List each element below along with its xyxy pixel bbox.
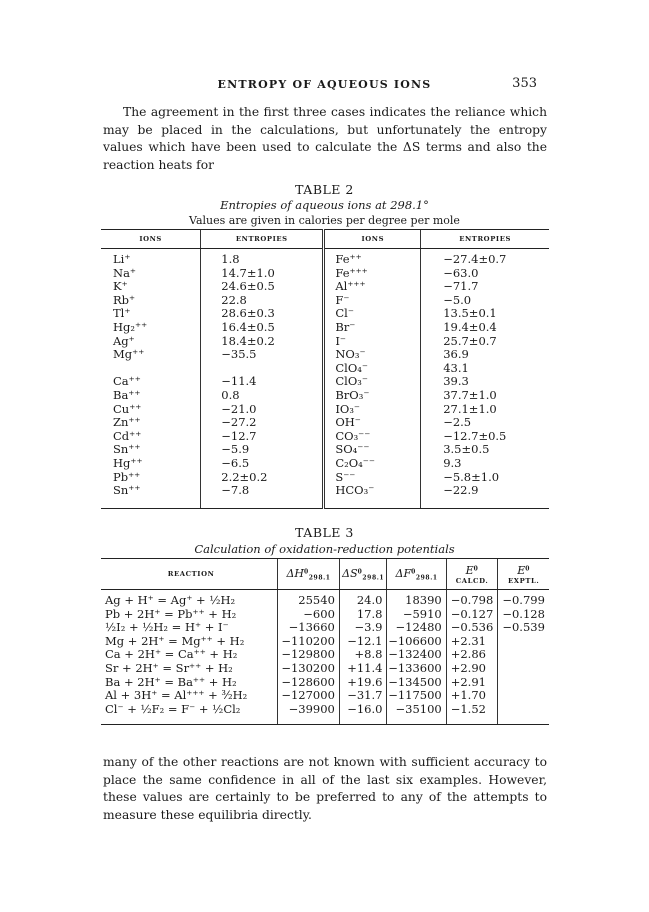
table2-cell-ion-2: HCO₃⁻ (324, 484, 421, 508)
running-head: ENTROPY OF AQUEOUS IONS (217, 78, 432, 91)
table3-cell-e-exptl: −0.128 (498, 608, 549, 622)
table3-cell-ds: 17.8 (339, 608, 387, 622)
table3-cell-dh: −39900 (278, 703, 340, 725)
table3-cell-reaction: Ag + H⁺ = Ag⁺ + ½H₂ (105, 593, 236, 607)
table2-cell-ion: Hg⁺⁺ (113, 455, 143, 470)
table-row (101, 635, 549, 649)
table2-cell-entropy: −21.0 (201, 403, 324, 417)
table3-cell-ds: −12.1 (339, 635, 387, 649)
table3-cell-df: −35100 (387, 703, 446, 725)
table2-cell-entropy-2: −22.9 (421, 484, 549, 508)
table2-cell-ion: Rb⁺ (113, 292, 136, 307)
table2-cell-ion-2: Al⁺⁺⁺ (324, 280, 421, 294)
table2-cell-entropy-2: 9.3 (421, 457, 549, 471)
table2-cell-ion-2: Br⁻ (324, 321, 421, 335)
table2-cell-ion: Pb⁺⁺ (113, 469, 141, 484)
table2-cell-entropy-2: 39.3 (421, 375, 549, 389)
table2-cell-ion: Zn⁺⁺ (113, 415, 141, 430)
table2-cell-ion: K⁺ (113, 279, 128, 294)
table3-cell-reaction: Cl⁻ + ½F₂ = F⁻ + ½Cl₂ (101, 703, 278, 725)
table3-cell-dh: −130200 (278, 662, 340, 676)
table3-header-reaction: REACTION (101, 559, 278, 590)
table2-cell-entropy (201, 362, 324, 376)
table2-cell-entropy: −35.5 (201, 348, 324, 362)
table3-cell-df: −12480 (387, 621, 446, 635)
table2-cell-entropy: −6.5 (201, 457, 324, 471)
table2-cell-ion-2: BrO₃⁻ (324, 389, 421, 403)
table3-cell-dh: 25540 (278, 590, 340, 608)
table3-cell-e-exptl (498, 648, 549, 662)
table3-cell-dh: −128600 (278, 676, 340, 690)
table2-cell-ion-2: Fe⁺⁺⁺ (324, 267, 421, 281)
table2-cell-ion: Cu⁺⁺ (113, 401, 142, 416)
table-row (101, 471, 549, 485)
table2-cell-entropy: 0.8 (201, 389, 324, 403)
table2-cell-entropy-2: 19.4±0.4 (421, 321, 549, 335)
table3-cell-e-exptl (498, 689, 549, 703)
table2-cell-ion: Cd⁺⁺ (113, 428, 142, 443)
table3-cell-reaction: Al + 3H⁺ = Al⁺⁺⁺ + ³⁄₂H₂ (105, 688, 248, 703)
table2-cell-entropy-2: −27.4±0.7 (421, 249, 549, 267)
table3-cell-dh: −127000 (278, 689, 340, 703)
table3-cell-reaction: Pb + 2H⁺ = Pb⁺⁺ + H₂ (105, 606, 237, 621)
table2-cell-ion: Li⁺ (113, 252, 131, 266)
table2-label: TABLE 2 (295, 182, 354, 197)
table2-cell-ion-2: I⁻ (324, 335, 421, 349)
table2-cell-entropy-2: 27.1±1.0 (421, 403, 549, 417)
table2-cell-entropy: −27.2 (201, 416, 324, 430)
table3-cell-e-calcd: +2.91 (446, 676, 498, 690)
table2-header-row (101, 230, 549, 249)
table-row (101, 403, 549, 417)
table3-cell-reaction: Ca + 2H⁺ = Ca⁺⁺ + H₂ (105, 647, 238, 662)
paragraph-top: The agreement in the first three cases indicates the reliance which may be placed in the calculations, but unfortunately the entropy values which have been used to calculate the ΔS terms and also the reaction heats for (103, 105, 547, 172)
table-row (101, 703, 549, 725)
table3-cell-ds: +19.6 (339, 676, 387, 690)
table2-cell-ion: Na⁺ (113, 265, 136, 280)
table2-cell-entropy: 18.4±0.2 (201, 335, 324, 349)
paragraph-bottom: many of the other reactions are not known with sufficient accuracy to place the same confidence in all of the last six examples. However, these values are certainly to be preferred to any of the attempts to measure these equilibria directly. (103, 755, 547, 822)
table-row (101, 621, 549, 635)
table-row (101, 676, 549, 690)
table2-cell-ion (101, 362, 201, 376)
table3-cell-dh: −129800 (278, 648, 340, 662)
table-row (101, 267, 549, 281)
table2-cell-ion-2: Fe⁺⁺ (324, 249, 421, 267)
table2-cell-entropy: 28.6±0.3 (201, 307, 324, 321)
table-row (101, 484, 549, 508)
table2-cell-entropy-2: 13.5±0.1 (421, 307, 549, 321)
table3-cell-reaction: ½I₂ + ½H₂ = H⁺ + I⁻ (105, 620, 229, 635)
table-row (101, 321, 549, 335)
table2-cell-entropy-2: 36.9 (421, 348, 549, 362)
table3-cell-e-exptl (498, 676, 549, 690)
table2-header-entropies-2: ENTROPIES (421, 230, 549, 249)
table-row (101, 689, 549, 703)
table3-cell-reaction: Mg + 2H⁺ = Mg⁺⁺ + H₂ (105, 633, 245, 648)
table3-cell-dh: −600 (278, 608, 340, 622)
table2-cell-ion-2: CO₃⁻⁻ (324, 430, 421, 444)
table3-cell-dh: −110200 (278, 635, 340, 649)
table2-cell-entropy-2: −2.5 (421, 416, 549, 430)
table3-header-e-exptl: $E^0$ EXPTL. (498, 559, 549, 590)
table3-header-row (101, 559, 549, 590)
table2-cell-ion: Sn⁺⁺ (101, 484, 201, 508)
table3-cell-e-calcd: +2.90 (446, 662, 498, 676)
table3-cell-df: −106600 (387, 635, 446, 649)
table3-header-dh: $\Delta H^0_{298.1}$ (278, 559, 340, 590)
table3-cell-e-exptl (498, 703, 549, 725)
table3-cell-e-calcd: −0.127 (446, 608, 498, 622)
table3-cell-ds: +11.4 (339, 662, 387, 676)
table-row (101, 348, 549, 362)
table-row (101, 443, 549, 457)
table-row (101, 335, 549, 349)
table-row (101, 430, 549, 444)
table3-cell-df: 18390 (387, 590, 446, 608)
table3-cell-reaction: Ba + 2H⁺ = Ba⁺⁺ + H₂ (105, 674, 237, 689)
table3-cell-e-calcd: −0.536 (446, 621, 498, 635)
table3-cell-df: −5910 (387, 608, 446, 622)
table3-potentials (101, 558, 549, 725)
table3-cell-e-exptl (498, 662, 549, 676)
table2-body (101, 249, 549, 509)
table3-cell-df: −134500 (387, 676, 446, 690)
table2-cell-entropy-2: 37.7±1.0 (421, 389, 549, 403)
table3-header-e-calcd: $E^0$ CALCD. (446, 559, 498, 590)
table-row (101, 375, 549, 389)
table2-cell-entropy-2: −5.8±1.0 (421, 471, 549, 485)
table2-cell-ion: Hg₂⁺⁺ (113, 319, 148, 334)
table2-cell-entropy: 24.6±0.5 (201, 280, 324, 294)
table2-cell-ion-2: ClO₄⁻ (324, 362, 421, 376)
table-row (101, 662, 549, 676)
table2-cell-ion: Ba⁺⁺ (113, 387, 141, 402)
table3-cell-e-calcd: −0.798 (446, 590, 498, 608)
table2-cell-ion-2: OH⁻ (324, 416, 421, 430)
table2-cell-ion-2: F⁻ (324, 294, 421, 308)
table2-subtitle: Values are given in calories per degree per mole (189, 214, 460, 227)
table2-cell-ion: Ca⁺⁺ (113, 374, 141, 389)
table-row (101, 307, 549, 321)
table2-cell-entropy-2: 43.1 (421, 362, 549, 376)
table3-cell-ds: −16.0 (339, 703, 387, 725)
table3-cell-e-calcd: +1.70 (446, 689, 498, 703)
table3-cell-reaction: Sr + 2H⁺ = Sr⁺⁺ + H₂ (105, 660, 233, 675)
table2-cell-entropy-2: −12.7±0.5 (421, 430, 549, 444)
table2-cell-entropy-2: −63.0 (421, 267, 549, 281)
table2-cell-entropy-2: −5.0 (421, 294, 549, 308)
table3-cell-e-calcd: −1.52 (446, 703, 498, 725)
table-row (101, 249, 549, 267)
table2-cell-entropy-2: 3.5±0.5 (421, 443, 549, 457)
table3-label: TABLE 3 (295, 525, 354, 540)
table2-cell-entropy: 14.7±1.0 (201, 267, 324, 281)
table2-cell-ion-2: S⁻⁻ (324, 471, 421, 485)
table2-cell-entropy: −12.7 (201, 430, 324, 444)
table2-cell-entropy: 1.8 (201, 249, 324, 267)
table3-cell-ds: +8.8 (339, 648, 387, 662)
table2-cell-entropy: −7.8 (201, 484, 324, 508)
table2-title: Entropies of aqueous ions at 298.1° (220, 198, 429, 212)
table2-cell-ion: Tl⁺ (113, 306, 131, 321)
table3-cell-df: −117500 (387, 689, 446, 703)
table2-header-ions: IONS (101, 230, 201, 249)
table-row (101, 280, 549, 294)
table-row (101, 294, 549, 308)
table2-cell-ion-2: C₂O₄⁻⁻ (324, 457, 421, 471)
table2-header-entropies: ENTROPIES (201, 230, 324, 249)
table3-cell-e-exptl: −0.539 (498, 621, 549, 635)
table-row (101, 590, 549, 608)
table2-cell-ion: Mg⁺⁺ (113, 347, 145, 362)
table2-cell-ion-2: IO₃⁻ (324, 403, 421, 417)
table3-cell-e-calcd: +2.31 (446, 635, 498, 649)
table3-cell-e-calcd: +2.86 (446, 648, 498, 662)
table2-cell-ion-2: Cl⁻ (324, 307, 421, 321)
table2-entropies (101, 229, 549, 509)
table2-cell-ion-2: NO₃⁻ (324, 348, 421, 362)
table-row (101, 389, 549, 403)
table-row (101, 416, 549, 430)
table3-cell-dh: −13660 (278, 621, 340, 635)
table3-cell-ds: 24.0 (339, 590, 387, 608)
table2-cell-ion-2: SO₄⁻⁻ (324, 443, 421, 457)
table2-cell-ion: Sn⁺⁺ (113, 442, 141, 457)
table3-body (101, 590, 549, 725)
table3-header-ds: $\Delta S^0_{298.1}$ (339, 559, 387, 590)
table2-cell-entropy-2: −71.7 (421, 280, 549, 294)
table2-cell-entropy: 2.2±0.2 (201, 471, 324, 485)
table3-cell-ds: −31.7 (339, 689, 387, 703)
table3-cell-ds: −3.9 (339, 621, 387, 635)
page-number: 353 (512, 76, 537, 91)
table3-cell-df: −133600 (387, 662, 446, 676)
table2-cell-entropy: −11.4 (201, 375, 324, 389)
table-row (101, 648, 549, 662)
table2-header-ions-2: IONS (324, 230, 421, 249)
table2-cell-ion-2: ClO₃⁻ (324, 375, 421, 389)
table3-cell-e-exptl (498, 635, 549, 649)
table2-cell-entropy-2: 25.7±0.7 (421, 335, 549, 349)
table-row (101, 457, 549, 471)
table3-title: Calculation of oxidation-reduction potentials (194, 542, 455, 556)
table3-cell-e-exptl: −0.799 (498, 590, 549, 608)
table2-cell-entropy: 16.4±0.5 (201, 321, 324, 335)
table-row (101, 362, 549, 376)
table2-cell-entropy: −5.9 (201, 443, 324, 457)
table3-cell-df: −132400 (387, 648, 446, 662)
table2-cell-entropy: 22.8 (201, 294, 324, 308)
table2-cell-ion: Ag⁺ (113, 333, 135, 348)
table3-header-df: $\Delta F^0_{298.1}$ (387, 559, 446, 590)
table-row (101, 608, 549, 622)
